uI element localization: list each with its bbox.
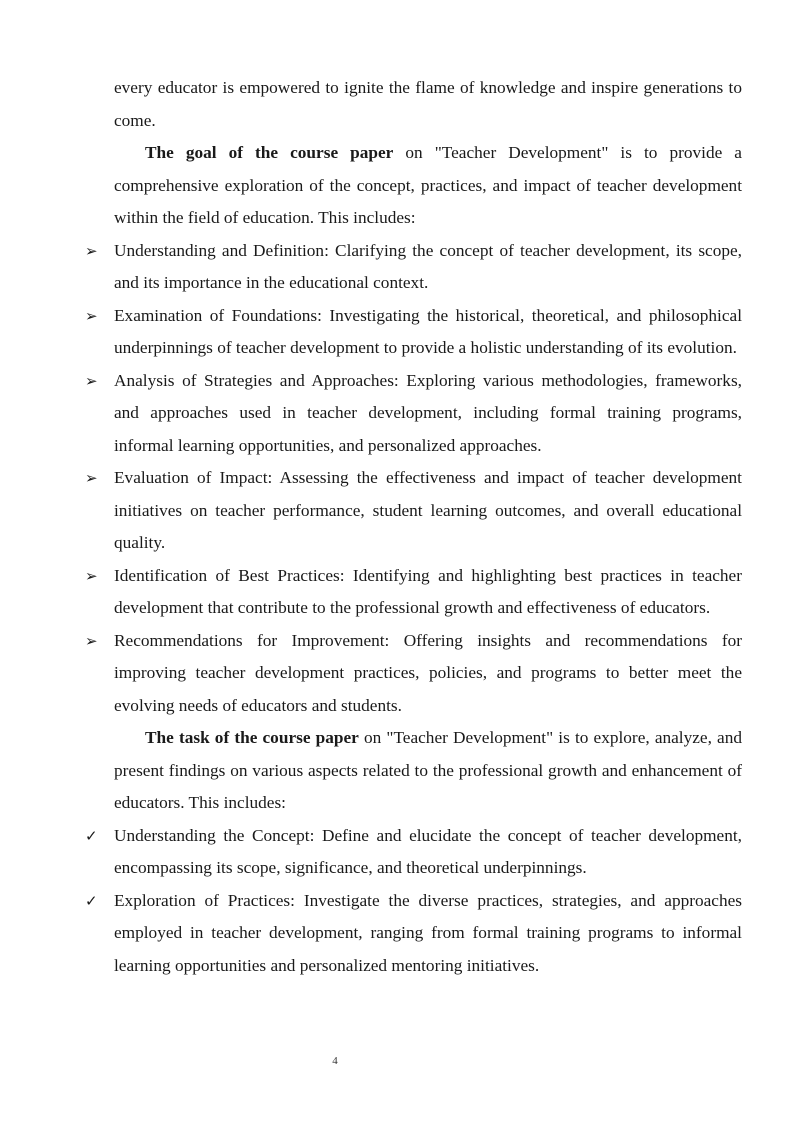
task-rest: on "Teacher Development" is to explore, analyze, and present findings on various aspects related to the professional growth and enhancement of educators. This includes: [114, 728, 742, 812]
check-mark-bullet-icon: ✓ [85, 891, 98, 910]
list-item: ➢ Identification of Best Practices: Identifying and highlighting best practices in teacher development that contribute to the professional growth and effectiveness of educators. [114, 560, 742, 625]
list-item: ➢ Analysis of Strategies and Approaches: Exploring various methodologies, frameworks, and approaches used in teacher development, including formal training programs, informal learning opportunities, and personalized approaches. [114, 365, 742, 463]
goal-list [85, 235, 742, 723]
list-item: ➢ Evaluation of Impact: Assessing the effectiveness and impact of teacher development initiatives on teacher performance, student learning outcomes, and overall educational quality. [114, 462, 742, 560]
task-lead: The task of the course paper [145, 728, 359, 747]
arrowhead-bullet-icon: ➢ [85, 469, 98, 487]
task-list [85, 820, 742, 983]
goal-paragraph [114, 137, 742, 235]
page-number: 4 [332, 1055, 338, 1067]
arrowhead-bullet-icon: ➢ [85, 631, 98, 650]
list-item: ➢ Recommendations for Improvement: Offering insights and recommendations for improving teacher development practices, policies, and programs to better meet the evolving needs of educators and students. [114, 625, 742, 723]
task-paragraph [114, 722, 742, 820]
document-page [85, 72, 742, 982]
arrowhead-bullet-icon: ➢ [85, 371, 98, 390]
goal-lead: The goal of the course paper [145, 143, 394, 162]
list-item: ➢ Examination of Foundations: Investigating the historical, theoretical, and philosophical underpinnings of teacher development to provide a holistic understanding of its evolution. [114, 300, 742, 365]
list-item: ➢ Understanding and Definition: Clarifying the concept of teacher development, its scope, and its importance in the educational context. [114, 235, 742, 300]
goal-rest: on "Teacher Development" is to provide a comprehensive exploration of the concept, practices, and impact of teacher development within the field of education. This includes: [114, 143, 742, 227]
arrowhead-bullet-icon: ➢ [85, 566, 98, 585]
arrowhead-bullet-icon: ➢ [85, 241, 98, 260]
intro-continuation: every educator is empowered to ignite the flame of knowledge and inspire generations to come. [114, 78, 742, 130]
list-item: ✓ Understanding the Concept: Define and elucidate the concept of teacher development, encompassing its scope, significance, and theoretical underpinnings. [114, 820, 742, 885]
arrowhead-bullet-icon: ➢ [85, 306, 98, 325]
list-item: ✓ Exploration of Practices: Investigate the diverse practices, strategies, and approaches employed in teacher development, ranging from formal training programs to informal learning opportunities and personalized mentoring initiatives. [114, 885, 742, 983]
check-mark-bullet-icon: ✓ [85, 826, 98, 845]
